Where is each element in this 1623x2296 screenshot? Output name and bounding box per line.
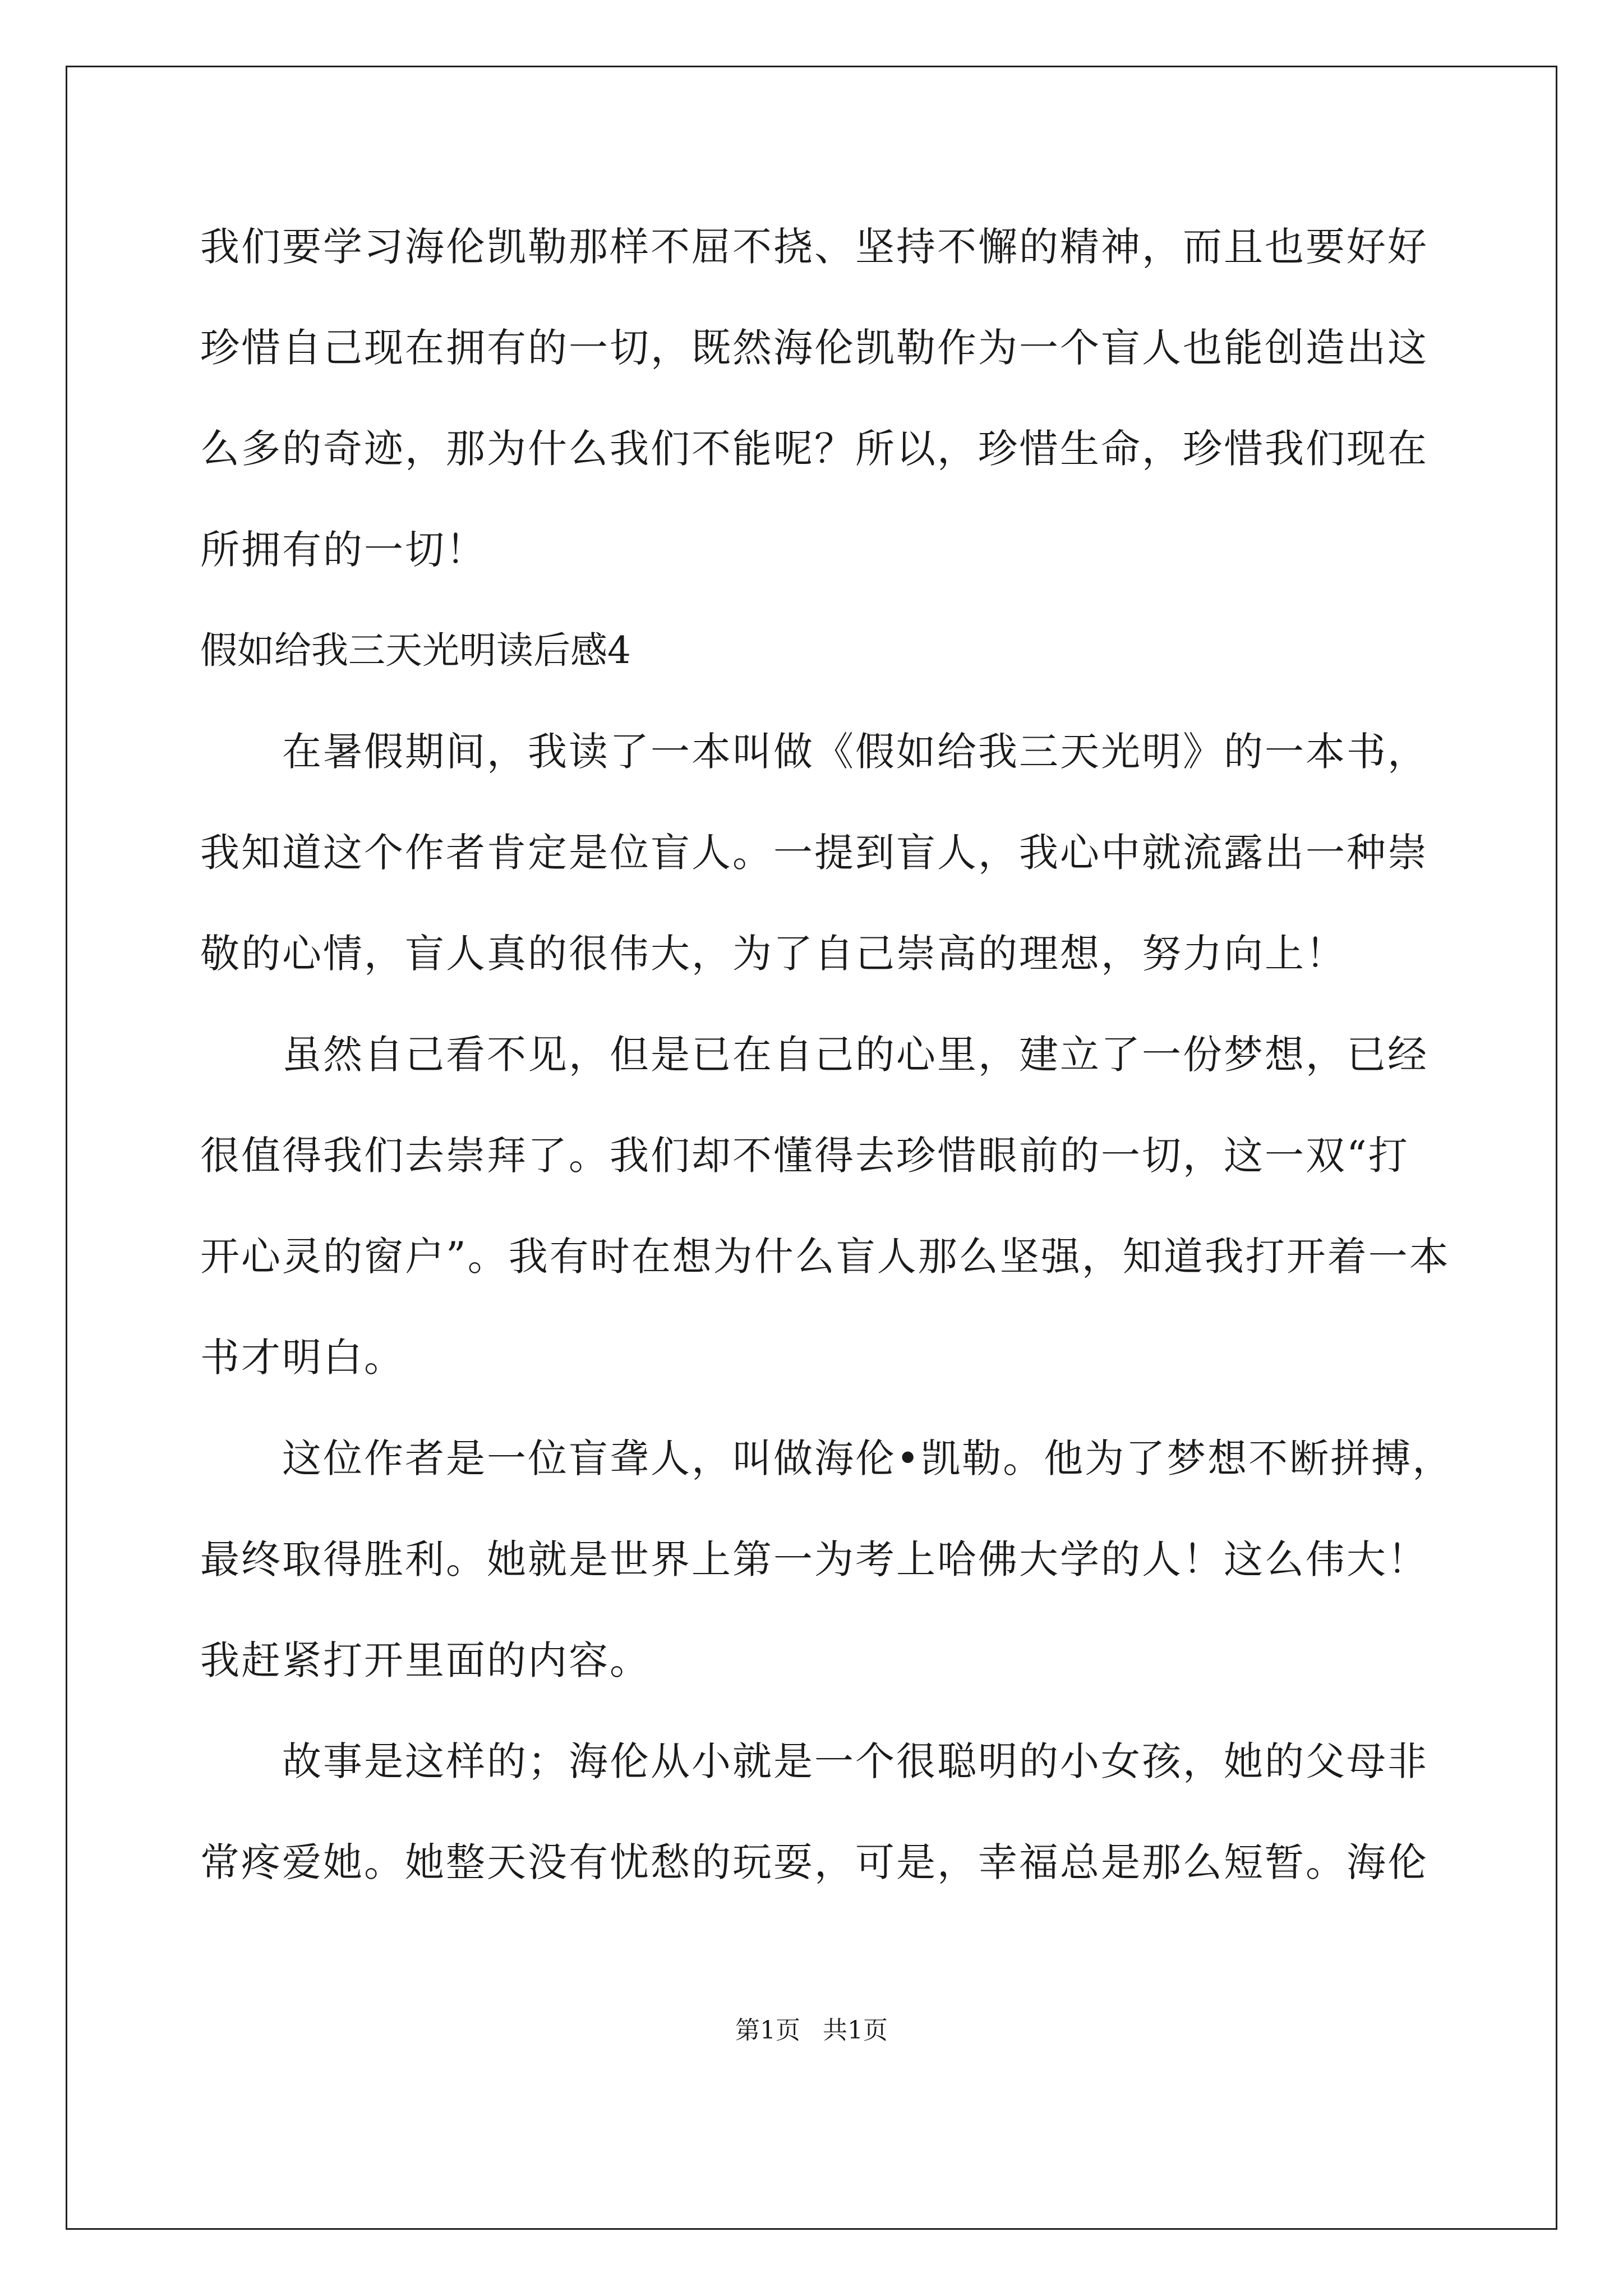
text-line: 很值得我们去崇拜了。我们却不懂得去珍惜眼前的一切，这一双“打	[200, 1133, 1409, 1179]
text-line: 最终取得胜利。她就是世界上第一为考上哈佛大学的人！这么伟大！	[200, 1536, 1428, 1582]
text-line: 我们要学习海伦凯勒那样不屈不挠、坚持不懈的精神，而且也要好好	[200, 224, 1428, 270]
text-line: 我知道这个作者肯定是位盲人。一提到盲人，我心中就流露出一种崇	[200, 830, 1428, 876]
text-line: 常疼爱她。她整天没有忧愁的玩耍，可是，幸福总是那么短暂。海伦	[200, 1839, 1428, 1885]
text-line: 敬的心情，盲人真的很伟大，为了自己崇高的理想，努力向上！	[200, 931, 1347, 977]
paragraph-start: 这位作者是一位盲聋人，叫做海伦•凯勒。他为了梦想不断拼搏，	[282, 1435, 1454, 1481]
text-line: 所拥有的一切！	[200, 527, 487, 573]
text-line: 珍惜自己现在拥有的一切，既然海伦凯勒作为一个盲人也能创造出这	[200, 325, 1428, 371]
paragraph-start: 虽然自己看不见，但是已在自己的心里，建立了一份梦想，已经	[282, 1032, 1428, 1078]
text-line: 书才明白。	[200, 1335, 405, 1381]
paragraph-start: 在暑假期间，我读了一本叫做《假如给我三天光明》的一本书，	[282, 729, 1428, 775]
section-heading: 假如给我三天光明读后感4	[200, 629, 631, 672]
page-number: 第1页	[735, 2016, 800, 2045]
text-line: 么多的奇迹，那为什么我们不能呢？所以，珍惜生命，珍惜我们现在	[200, 426, 1428, 472]
text-line: 开心灵的窗户”。我有时在想为什么盲人那么坚强，知道我打开着一本	[200, 1234, 1450, 1280]
text-line: 我赶紧打开里面的内容。	[200, 1637, 651, 1683]
paragraph-start: 故事是这样的；海伦从小就是一个很聪明的小女孩，她的父母非	[282, 1738, 1428, 1784]
page-total: 共1页	[823, 2016, 888, 2045]
page-footer	[0, 2014, 1623, 2047]
